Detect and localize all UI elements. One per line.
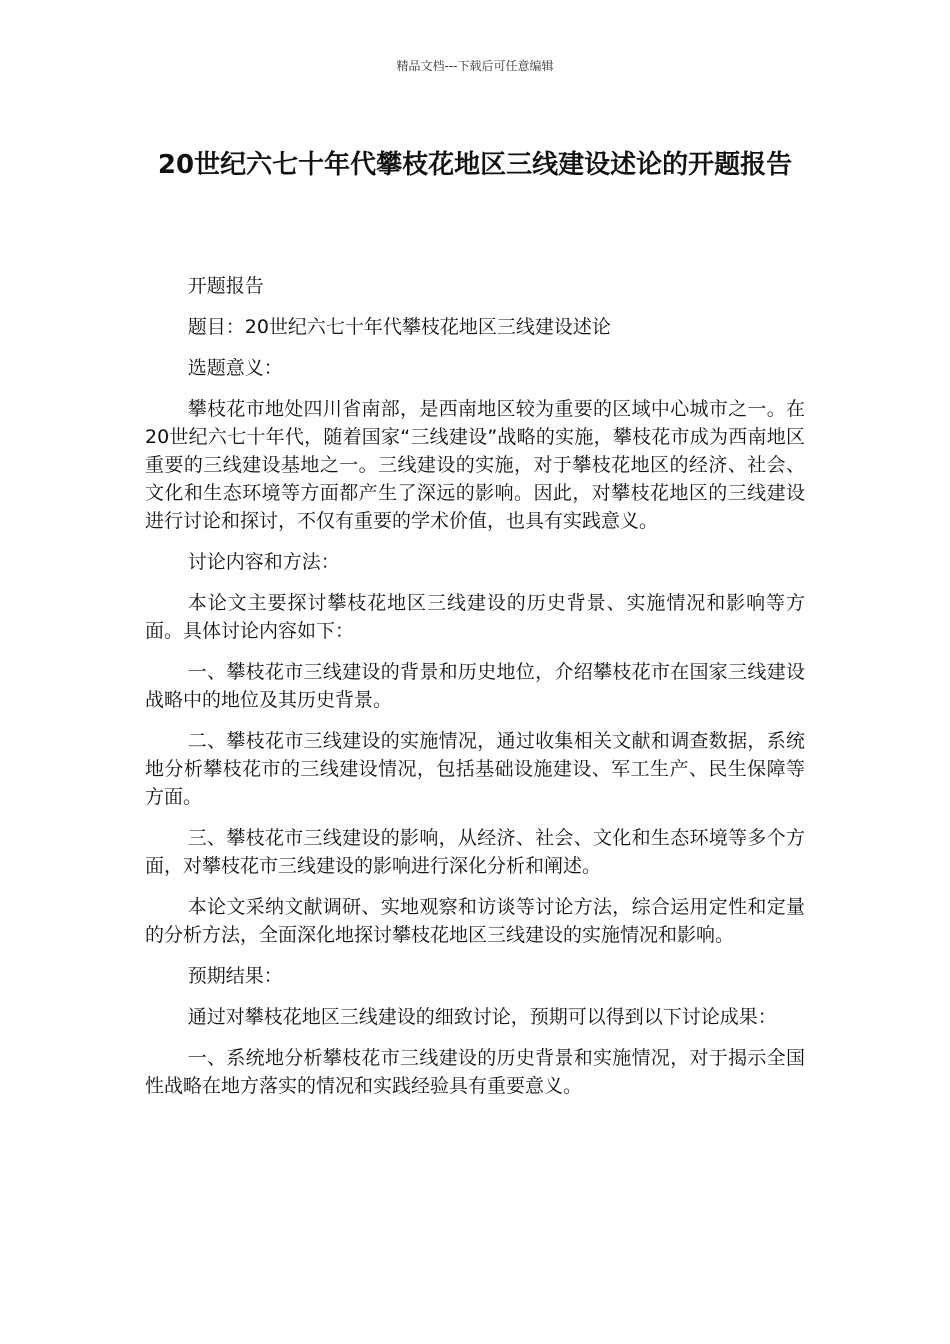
paragraph-content-intro: 本论文主要探讨攀枝花地区三线建设的历史背景、实施情况和影响等方面。具体讨论内容如下：	[145, 592, 805, 642]
paragraph-content-item-3: 三、攀枝花市三线建设的影响，从经济、社会、文化和生态环境等多个方面，对攀枝花市三线建设的影响进行深化分析和阐述。	[145, 827, 805, 877]
heading-significance: 选题意义：	[187, 357, 283, 379]
paragraph-results-intro: 通过对攀枝花地区三线建设的细致讨论，预期可以得到以下讨论成果：	[187, 1006, 777, 1028]
header-note: 精品文档---下载后可任意编辑	[396, 59, 554, 73]
paragraph-methods: 本论文采纳文献调研、实地观察和访谈等讨论方法，综合运用定性和定量的分析方法，全面深化地探讨攀枝花地区三线建设的实施情况和影响。	[145, 896, 805, 946]
heading-content-methods: 讨论内容和方法：	[187, 551, 340, 573]
paragraph-significance: 攀枝花市地处四川省南部，是西南地区较为重要的区域中心城市之一。在20世纪六七十年代，随着国家“三线建设”战略的实施，攀枝花市成为西南地区重要的三线建设基地之一。三线建设的实施，对于攀枝花地区的经济、社会、文化和生态环境等方面都产生了深远的影响。因此，对攀枝花地区的三线建设进行讨论和探讨，不仅有重要的学术价值，也具有实践意义。	[145, 398, 805, 532]
heading-expected-results: 预期结果：	[187, 965, 283, 987]
paragraph-content-item-1: 一、攀枝花市三线建设的背景和历史地位，介绍攀枝花市在国家三线建设战略中的地位及其历史背景。	[145, 661, 805, 711]
paragraph-content-item-2: 二、攀枝花市三线建设的实施情况，通过收集相关文献和调查数据，系统地分析攀枝花市的三线建设情况，包括基础设施建设、军工生产、民生保障等方面。	[145, 730, 805, 808]
document-body	[145, 272, 805, 1113]
paragraph-results-item-1: 一、系统地分析攀枝花市三线建设的历史背景和实施情况，对于揭示全国性战略在地方落实的情况和实践经验具有重要意义。	[145, 1047, 805, 1097]
paragraph-topic: 题目：20世纪六七十年代攀枝花地区三线建设述论	[187, 316, 611, 338]
paragraph-report-label: 开题报告	[187, 275, 264, 297]
document-title: 20世纪六七十年代攀枝花地区三线建设述论的开题报告	[157, 150, 793, 180]
